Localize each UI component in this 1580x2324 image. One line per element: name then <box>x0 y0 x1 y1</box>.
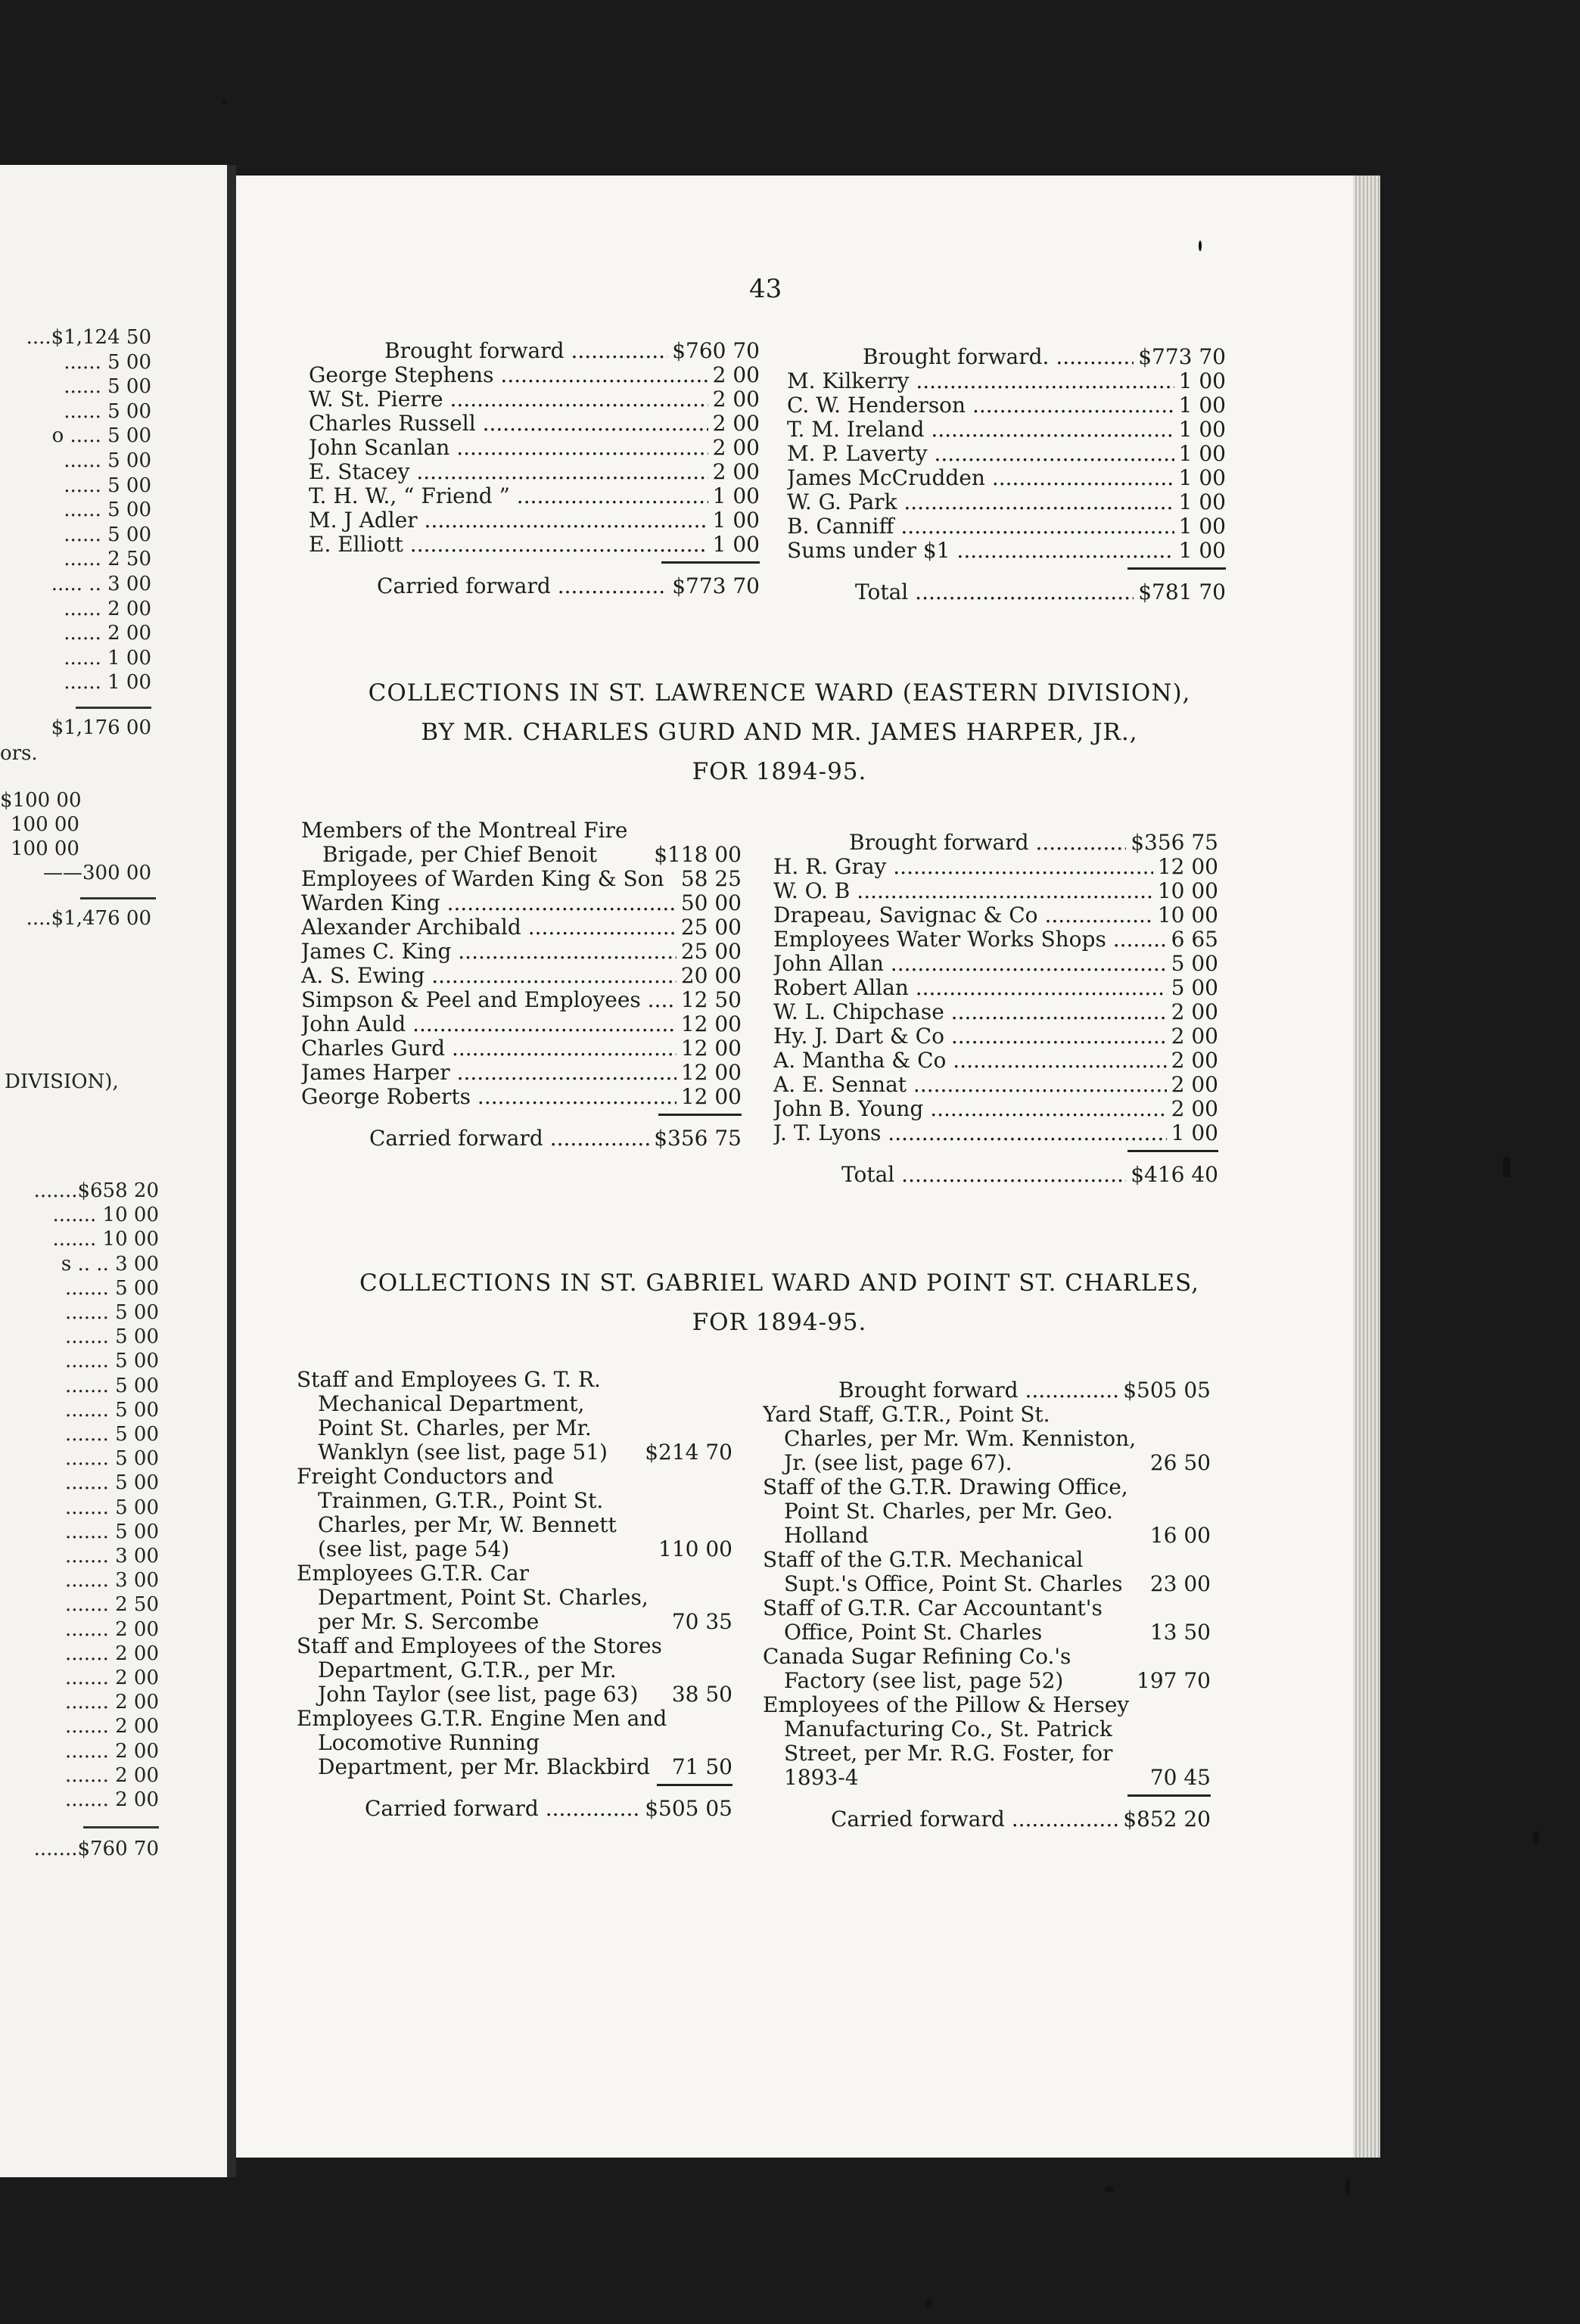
entry-amount: 1 00 <box>1178 489 1226 514</box>
entry-amount: 1 00 <box>1178 465 1226 490</box>
entry-name: Yard Staff, G.T.R., Point St. Charles, per Mr. Wm. Kenniston, Jr. (see list, page 67). <box>763 1403 1137 1475</box>
left-fragment-line: ors. <box>0 742 38 765</box>
carried-forward-label: Carried forward ..... <box>369 1126 649 1151</box>
entry-name: Robert Allan ..... <box>773 976 1167 1000</box>
entry-list <box>763 1403 1211 1790</box>
entry-name: C. W. Henderson ..... <box>787 393 1174 418</box>
ledger-entry <box>301 1085 742 1109</box>
entry-amount: 70 35 <box>671 1609 732 1634</box>
left-fragment-line: ....... 2 00 <box>64 1617 159 1641</box>
sum-rule <box>76 707 151 709</box>
gabriel-right-column <box>763 1378 1211 1832</box>
ledger-entry <box>763 1475 1211 1548</box>
left-fragment-line: ....... 3 00 <box>64 1569 159 1592</box>
entry-amount: 197 70 <box>1137 1668 1211 1693</box>
entry-amount: 1 00 <box>1171 1120 1218 1145</box>
ledger-entry <box>763 1645 1211 1693</box>
ledger-entry <box>787 418 1226 442</box>
left-fragment-line: ....... 5 00 <box>64 1520 159 1543</box>
entry-amount: 1 00 <box>1178 514 1226 539</box>
ledger-entry <box>301 819 742 867</box>
entry-amount: 2 00 <box>1171 1072 1218 1097</box>
left-fragment-line: ....... 2 00 <box>64 1788 159 1811</box>
left-fragment-line: ...... 5 00 <box>64 449 151 472</box>
entry-list <box>301 819 742 1109</box>
entry-name: Employees Water Works Shops ..... <box>773 927 1167 952</box>
dust-speck <box>222 100 226 104</box>
ledger-entry <box>773 879 1218 903</box>
ledger-entry <box>309 412 760 436</box>
ledger-entry <box>787 442 1226 466</box>
entry-amount: 5 00 <box>1171 951 1218 976</box>
left-fragment-line: ....... 5 00 <box>64 1325 159 1349</box>
ledger-entry <box>309 460 760 484</box>
entry-amount: 26 50 <box>1149 1450 1211 1475</box>
lawrence-left-column <box>301 819 742 1151</box>
ledger-entry <box>773 1121 1218 1145</box>
left-fragment-line: ...... 2 00 <box>64 622 151 645</box>
entry-name: Staff of the G.T.R. Drawing Office, Point St. Charles, per Mr. Geo. Holland <box>763 1475 1128 1548</box>
carried-forward-label: Carried forward ..... <box>831 1807 1118 1832</box>
entry-amount: 2 00 <box>712 411 760 436</box>
entry-amount: 1 00 <box>1178 393 1226 418</box>
left-fragment-line: ...... 2 00 <box>64 597 151 620</box>
entry-amount: 71 50 <box>671 1754 732 1779</box>
left-fragment-line: ....... 5 00 <box>64 1350 159 1373</box>
left-fragment-line: ....... 5 00 <box>64 1374 159 1397</box>
entry-amount: 50 00 <box>680 890 742 915</box>
entry-amount: 23 00 <box>1149 1571 1211 1596</box>
entry-amount: $214 70 <box>645 1440 732 1465</box>
entry-amount: 10 00 <box>1157 878 1218 903</box>
entry-name: Staff of G.T.R. Car Accountant's Office, Point St. Charles <box>763 1596 1103 1645</box>
left-fragment-line: ....... 5 00 <box>64 1447 159 1471</box>
carried-forward-row <box>297 1797 732 1821</box>
entry-amount: 2 00 <box>1171 1048 1218 1073</box>
left-fragment-line: ....... 10 00 <box>52 1228 159 1251</box>
entry-name: John B. Young ..... <box>773 1097 1167 1121</box>
heading-line-3: FOR 1894-95. <box>692 758 867 785</box>
left-fragment-line: ....... 5 00 <box>64 1301 159 1324</box>
sum-rule <box>1127 1150 1218 1152</box>
dust-speck <box>925 2300 932 2307</box>
entry-name: James C. King ..... <box>301 940 676 964</box>
entry-amount: 25 00 <box>680 939 742 964</box>
left-fragment-line: ....... 2 00 <box>64 1739 159 1763</box>
entry-list <box>297 1368 732 1779</box>
entry-name: John Auld ..... <box>301 1012 676 1036</box>
entry-name: A. Mantha & Co ..... <box>773 1049 1167 1073</box>
entry-amount: 12 00 <box>680 1036 742 1061</box>
ledger-entry <box>787 539 1226 563</box>
entry-name: Employees of the Pillow & Hersey Manufacturing Co., St. Patrick Street, per Mr. R.G. Foster, for 1893-4 <box>763 1693 1130 1790</box>
entry-list <box>309 363 760 557</box>
left-fragment-line: ——300 00 <box>43 862 151 884</box>
ledger-entry <box>773 1073 1218 1097</box>
sum-rule <box>83 1826 159 1828</box>
entry-name: Warden King ..... <box>301 891 676 915</box>
left-fragment-line: ...... 1 00 <box>64 671 151 694</box>
ledger-entry <box>763 1403 1211 1475</box>
book-gutter <box>227 165 236 2177</box>
carried-forward-amount: $852 20 <box>1123 1807 1211 1832</box>
lawrence-right-column <box>773 831 1218 1187</box>
entry-amount: 2 00 <box>712 362 760 387</box>
entry-amount: 25 00 <box>680 915 742 940</box>
left-fragment-line: 100 00 <box>11 813 79 836</box>
dust-speck <box>1105 2186 1114 2192</box>
entry-amount: 1 00 <box>1178 441 1226 466</box>
brought-forward-amount: $505 05 <box>1123 1378 1211 1403</box>
entry-amount: 58 25 <box>680 866 742 891</box>
entry-name: Staff and Employees G. T. R. Mechanical Department, Point St. Charles, per Mr. Wanklyn (see list, page 51) <box>297 1368 608 1465</box>
entry-amount: 1 00 <box>712 532 760 557</box>
ledger-entry <box>773 1024 1218 1049</box>
left-fragment-line: ....... 3 00 <box>64 1545 159 1567</box>
entry-amount: 70 45 <box>1149 1765 1211 1790</box>
total-amount: $416 40 <box>1131 1162 1218 1187</box>
ledger-entry <box>773 1097 1218 1121</box>
ledger-entry <box>309 436 760 460</box>
left-fragment-line: ....... 2 00 <box>64 1763 159 1787</box>
entry-name: J. T. Lyons ..... <box>773 1121 1167 1145</box>
entry-amount: 10 00 <box>1157 903 1218 927</box>
left-fragment-line: ....... 5 00 <box>64 1496 159 1519</box>
sum-rule <box>1127 567 1226 570</box>
entry-name: W. O. B ..... <box>773 879 1153 903</box>
entry-amount: $118 00 <box>654 842 742 867</box>
entry-name: T. M. Ireland ..... <box>787 418 1174 442</box>
brought-forward-label: Brought forward ..... <box>849 831 1126 855</box>
ledger-entry <box>301 867 742 891</box>
dust-speck <box>1345 2179 1350 2195</box>
entry-name: Charles Russell ..... <box>309 412 708 436</box>
left-fragment-line: ....... 5 00 <box>64 1276 159 1300</box>
entry-name: Employees G.T.R. Car Department, Point St. Charles, per Mr. S. Sercombe <box>297 1561 648 1634</box>
heading-line-2: FOR 1894-95. <box>692 1309 867 1336</box>
left-fragment-line: o ..... 5 00 <box>51 424 151 448</box>
left-fragment-line: ....... 2 50 <box>64 1593 159 1617</box>
entry-amount: 16 00 <box>1149 1523 1211 1548</box>
page-edges <box>1353 176 1380 2158</box>
left-fragment-line: ...... 5 00 <box>64 350 151 374</box>
entry-amount: 110 00 <box>658 1536 732 1561</box>
sum-rule <box>657 1784 732 1786</box>
brought-forward-label: Brought forward. ..... <box>863 345 1134 369</box>
dust-speck <box>1533 1831 1539 1843</box>
total-amount: $781 70 <box>1138 579 1226 604</box>
entry-name: H. R. Gray ..... <box>773 855 1153 879</box>
left-fragment-line: ....... 2 00 <box>64 1642 159 1665</box>
sum-rule <box>1127 1794 1211 1797</box>
ledger-entry <box>787 393 1226 418</box>
entry-name: A. E. Sennat ..... <box>773 1073 1167 1097</box>
sum-rule <box>80 897 156 899</box>
entry-name: John Allan ..... <box>773 952 1167 976</box>
left-fragment-line: 100 00 <box>11 837 79 860</box>
entry-name: Employees of Warden King & Son <box>301 867 664 891</box>
ledger-entry <box>301 964 742 988</box>
carried-forward-amount: $773 70 <box>672 573 760 598</box>
left-fragment-line: ...... 5 00 <box>64 499 151 522</box>
entry-name: W. St. Pierre ..... <box>309 387 708 412</box>
top-right-column <box>787 345 1226 604</box>
ledger-entry <box>773 855 1218 879</box>
entry-name: Staff of the G.T.R. Mechanical Supt.'s Office, Point St. Charles <box>763 1548 1123 1596</box>
ledger-entry <box>787 490 1226 514</box>
dust-speck <box>1199 241 1202 251</box>
ledger-entry <box>297 1561 732 1634</box>
ledger-entry <box>773 903 1218 927</box>
entry-amount: 38 50 <box>671 1682 732 1707</box>
top-left-column <box>309 339 760 598</box>
entry-name: W. G. Park ..... <box>787 490 1174 514</box>
entry-name: Hy. J. Dart & Co ..... <box>773 1024 1167 1049</box>
entry-amount: 12 00 <box>1157 854 1218 879</box>
left-fragment-line: .......$760 70 <box>33 1838 159 1860</box>
ledger-entry <box>309 533 760 557</box>
entry-name: M. J Adler ..... <box>309 508 708 533</box>
carried-forward-row <box>763 1807 1211 1832</box>
page-number: 43 <box>749 274 782 304</box>
ledger-entry <box>297 1368 732 1465</box>
entry-amount: 2 00 <box>712 459 760 484</box>
entry-name: James McCrudden ..... <box>787 466 1174 490</box>
ledger-entry <box>301 915 742 940</box>
ledger-entry <box>301 1012 742 1036</box>
heading-line-2: BY MR. CHARLES GURD AND MR. JAMES HARPER, JR., <box>421 719 1138 746</box>
total-row <box>787 580 1226 604</box>
brought-forward-row <box>787 345 1226 369</box>
ledger-entry <box>297 1634 732 1707</box>
entry-amount: 12 50 <box>680 987 742 1012</box>
ledger-entry <box>301 1061 742 1085</box>
dust-speck <box>1503 1157 1510 1177</box>
gabriel-heading <box>288 1263 1271 1342</box>
entry-name: Freight Conductors and Trainmen, G.T.R., Point St. Charles, per Mr, W. Bennett (see list, page 54) <box>297 1465 617 1561</box>
entry-name: James Harper ..... <box>301 1061 676 1085</box>
left-fragment-line: ....$1,124 50 <box>26 326 151 349</box>
entry-amount: 2 00 <box>1171 999 1218 1024</box>
entry-amount: 2 00 <box>712 435 760 460</box>
ledger-entry <box>787 514 1226 539</box>
entry-amount: 6 65 <box>1171 927 1218 952</box>
left-fragment-line: .......$658 20 <box>33 1179 159 1202</box>
entry-amount: 13 50 <box>1149 1620 1211 1645</box>
entry-name: M. Kilkerry ..... <box>787 369 1174 393</box>
heading-line-1: COLLECTIONS IN ST. GABRIEL WARD AND POINT ST. CHARLES, <box>359 1269 1199 1297</box>
entry-name: A. S. Ewing ..... <box>301 964 676 988</box>
ledger-entry <box>787 369 1226 393</box>
entry-name: Staff and Employees of the Stores Department, G.T.R., per Mr. John Taylor (see list, page 63) <box>297 1634 662 1707</box>
ledger-entry <box>773 1000 1218 1024</box>
ledger-entry <box>773 976 1218 1000</box>
left-fragment-line: ....... 10 00 <box>52 1204 159 1227</box>
ledger-entry <box>773 927 1218 952</box>
carried-forward-label: Carried forward ..... <box>377 574 667 598</box>
brought-forward-amount: $773 70 <box>1138 344 1226 369</box>
entry-name: E. Stacey ..... <box>309 460 708 484</box>
ledger-entry <box>763 1596 1211 1645</box>
ledger-entry <box>763 1693 1211 1790</box>
entry-list <box>773 855 1218 1145</box>
entry-name: B. Canniff ..... <box>787 514 1174 539</box>
entry-list <box>787 369 1226 563</box>
sum-rule <box>658 1114 742 1116</box>
brought-forward-amount: $760 70 <box>672 338 760 363</box>
entry-name: George Roberts ..... <box>301 1085 676 1109</box>
left-fragment-line: DIVISION), <box>5 1070 119 1093</box>
ledger-entry <box>301 1036 742 1061</box>
left-fragment-line: ....... 5 00 <box>64 1471 159 1495</box>
total-row <box>773 1163 1218 1187</box>
entry-name: Canada Sugar Refining Co.'s Factory (see list, page 52) <box>763 1645 1071 1693</box>
entry-amount: 1 00 <box>1178 538 1226 563</box>
left-fragment-line: ...... 5 00 <box>64 474 151 497</box>
sum-rule <box>661 561 760 564</box>
carried-forward-row <box>301 1126 742 1151</box>
left-fragment-line: s .. .. 3 00 <box>61 1252 159 1275</box>
entry-name: Alexander Archibald ..... <box>301 915 676 940</box>
entry-amount: 2 00 <box>712 387 760 412</box>
ledger-entry <box>773 952 1218 976</box>
total-label: Total ..... <box>855 580 1134 604</box>
entry-name: M. P. Laverty ..... <box>787 442 1174 466</box>
entry-amount: 2 00 <box>1171 1096 1218 1121</box>
carried-forward-amount: $505 05 <box>645 1796 732 1821</box>
left-fragment-line: $100 00 <box>0 789 82 812</box>
ledger-entry <box>309 387 760 412</box>
brought-forward-row <box>309 339 760 363</box>
entry-name: T. H. W., “ Friend ” ..... <box>309 484 708 508</box>
ledger-entry <box>763 1548 1211 1596</box>
left-fragment-line: $1,176 00 <box>51 716 151 739</box>
entry-amount: 20 00 <box>680 963 742 988</box>
left-fragment-line: ...... 1 00 <box>64 646 151 670</box>
left-fragment-line: ....... 2 00 <box>64 1715 159 1738</box>
brought-forward-label: Brought forward ..... <box>384 339 667 363</box>
entry-amount: 5 00 <box>1171 975 1218 1000</box>
left-fragment-line: ...... 5 00 <box>64 375 151 399</box>
ledger-entry <box>309 363 760 387</box>
ledger-entry <box>787 466 1226 490</box>
entry-name: Simpson & Peel and Employees ..... <box>301 988 676 1012</box>
ledger-entry <box>301 891 742 915</box>
entry-amount: 12 00 <box>680 1011 742 1036</box>
entry-name: George Stephens ..... <box>309 363 708 387</box>
entry-name: Charles Gurd ..... <box>301 1036 676 1061</box>
entry-name: E. Elliott ..... <box>309 533 708 557</box>
carried-forward-row <box>309 574 760 598</box>
entry-amount: 12 00 <box>680 1060 742 1085</box>
ledger-entry <box>773 1049 1218 1073</box>
left-fragment-line: ....... 2 00 <box>64 1667 159 1689</box>
left-fragment-line: ....... 5 00 <box>64 1398 159 1421</box>
left-fragment-line: ...... 5 00 <box>64 523 151 546</box>
left-fragment-line: ....... 2 00 <box>64 1691 159 1714</box>
entry-amount: 12 00 <box>680 1084 742 1109</box>
entry-name: Members of the Montreal Fire Brigade, per Chief Benoit <box>301 819 628 867</box>
entry-amount: 2 00 <box>1171 1024 1218 1049</box>
brought-forward-label: Brought forward ..... <box>838 1378 1118 1403</box>
brought-forward-row <box>763 1378 1211 1403</box>
entry-name: Employees G.T.R. Engine Men and Locomotive Running Department, per Mr. Blackbird <box>297 1707 667 1779</box>
ledger-entry <box>309 484 760 508</box>
carried-forward-label: Carried forward ..... <box>365 1797 640 1821</box>
entry-amount: 1 00 <box>1178 417 1226 442</box>
brought-forward-amount: $356 75 <box>1131 830 1218 855</box>
entry-name: W. L. Chipchase ..... <box>773 1000 1167 1024</box>
left-fragment-line: ...... 2 50 <box>64 548 151 571</box>
left-fragment-line: ....$1,476 00 <box>26 907 151 930</box>
left-fragment-line: ..... .. 3 00 <box>51 573 151 595</box>
entry-amount: 1 00 <box>712 508 760 533</box>
heading-line-1: COLLECTIONS IN ST. LAWRENCE WARD (EASTERN DIVISION), <box>368 679 1191 707</box>
ledger-entry <box>309 508 760 533</box>
brought-forward-row <box>773 831 1218 855</box>
ledger-entry <box>301 940 742 964</box>
left-fragment-line: ....... 5 00 <box>64 1423 159 1446</box>
ledger-entry <box>301 988 742 1012</box>
total-label: Total ..... <box>841 1163 1126 1187</box>
entry-amount: 1 00 <box>712 483 760 508</box>
carried-forward-amount: $356 75 <box>654 1126 742 1151</box>
ledger-entry <box>297 1707 732 1779</box>
ledger-entry <box>297 1465 732 1561</box>
gabriel-left-column <box>297 1368 732 1821</box>
left-fragment-line: ...... 5 00 <box>64 399 151 423</box>
entry-name: Sums under $1 ..... <box>787 539 1174 563</box>
entry-name: John Scanlan ..... <box>309 436 708 460</box>
entry-name: Drapeau, Savignac & Co ..... <box>773 903 1153 927</box>
entry-amount: 1 00 <box>1178 368 1226 393</box>
lawrence-heading <box>288 673 1271 791</box>
